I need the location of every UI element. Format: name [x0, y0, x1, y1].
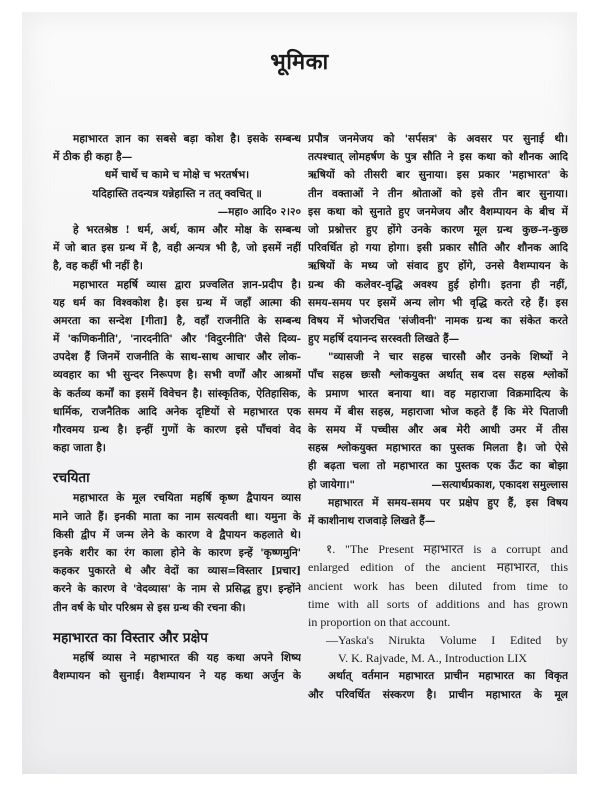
- english-quote-line: time with all sorts of additions and has grown: [308, 596, 568, 611]
- text-line: में 'कणिकनीति', 'नारदनीति' और 'विदुरनीति' जैसे दिव्य-: [53, 333, 301, 346]
- text-line: गौरवमय ग्रन्थ है। इन्हीं गुणों के कारण इसे पाँचवां वेद: [53, 424, 301, 436]
- text-line: है, वह कहीं भी नहीं है।: [53, 260, 143, 273]
- verse-citation: —महा० आदि० २।२०: [217, 205, 301, 218]
- section-heading-expansion: महाभारत का विस्तार और प्रक्षेप: [53, 629, 208, 646]
- right-column: [308, 130, 568, 704]
- text-line: अर्थात् वर्तमान महाभारत प्राचीन महाभारत का विकृत: [328, 670, 568, 683]
- text-line: माने जाते हैं। इनकी माता का नाम सत्यवती था। यमुना के: [53, 510, 301, 523]
- quote-line: के समय में पच्चीस और अब मेरी आधी उमर में तीस: [308, 424, 568, 436]
- quote-end: हो जायेगा।": [308, 478, 356, 491]
- text-line: तत्पश्चात् लोमहर्षण के पुत्र सौति ने इस कथा को शौनक आदि: [308, 151, 568, 164]
- quote-line: के प्रमाण भारत बनाया था। वह महाराजा विक्रमादित्य के: [308, 387, 568, 400]
- text-line: करने के कारण वे 'वेदव्यास' के नाम से प्रसिद्ध हुए। इन्होंने: [53, 583, 301, 596]
- quote-line: ही बढ़ता चला तो महाभारत का पुस्तक एक ऊँट का बोझा: [308, 460, 568, 473]
- english-citation: V. K. Rajvade, M. A., Introduction LIX: [338, 651, 528, 666]
- text-line: महाभारत ज्ञान का सबसे बड़ा कोश है। इसके सम्बन्ध: [73, 133, 301, 145]
- english-quote-line: ancient work has been diluted from time to: [308, 578, 568, 593]
- text-line: ऋषियों के मध्य जो संवाद हुए होंगे, उनसे वैशम्पायन के: [308, 260, 568, 273]
- text-line: उपदेश हैं जिनमें राजनीति के साथ-साथ आचार और लोक-: [53, 351, 301, 364]
- english-quote-line: enlarged edition of the ancient महाभारत, this: [308, 560, 568, 575]
- text-line: कहकर पुकारते थे और वेदों का व्यास=विस्तार [प्रचार]: [53, 565, 301, 578]
- text-line: तीन वक्ताओं ने तीन श्रोताओं को इसे तीन बार सुनाया।: [308, 187, 568, 200]
- text-line: हे भरतश्रेष्ठ ! धर्म, अर्थ, काम और मोक्ष के सम्बन्ध: [73, 223, 301, 236]
- text-line: अमरता का सन्देश [गीता] है, वहाँ राजनीति के सम्बन्ध: [53, 314, 301, 327]
- scanned-book-page: [22, 12, 577, 774]
- text-line: महाभारत में समय-समय पर प्रक्षेप हुए हैं, इस विषय: [328, 496, 568, 509]
- text-line: तीन वर्ष के घोर परिश्रम से इस ग्रन्थ की रचना की।: [53, 601, 246, 614]
- text-line: इनके शरीर का रंग काला होने के कारण इन्हें 'कृष्णमुनि': [53, 546, 301, 559]
- verse-line: धर्मे चार्थे च कामे च मोक्षे च भरतर्षभ।: [104, 169, 250, 182]
- left-column: [53, 130, 301, 685]
- english-citation: —Yaska's Nirukta Volume I Edited by: [326, 633, 568, 648]
- english-quote-line: in proportion on that account.: [308, 614, 451, 629]
- text-line: इस कथा को सुनाते हुए जनमेजय और वैशम्पायन के बीच में: [308, 205, 568, 218]
- quote-citation: —सत्यार्थप्रकाश, एकादश समुल्लास: [431, 478, 568, 491]
- text-line: में जो बात इस ग्रन्थ में है, वही अन्यत्र भी है, जो इसमें नहीं: [53, 242, 301, 255]
- text-line: विषय में भोजरचित 'संजीवनी' नामक ग्रन्थ का संकेत करते: [308, 314, 568, 327]
- english-quote-line: १. "The Present महाभारत is a corrupt and: [326, 542, 568, 557]
- quote-line: समय में बीस सहस्र, महाराजा भोज कहते हैं कि मेरे पिताजी: [308, 405, 568, 418]
- text-line: महर्षि व्यास ने महाभारत की यह कथा अपने शिष्य: [73, 651, 301, 664]
- text-line: व्यवहार का भी सुन्दर निरूपण है। सभी वर्णों और आश्रमों: [53, 369, 301, 382]
- text-line: जो प्रश्नोत्तर हुए होंगे उनके कारण मूल ग्रन्थ कुछ-न-कुछ: [308, 223, 568, 236]
- section-heading-author: रचयिता: [53, 470, 90, 487]
- text-line: में काशीनाथ राजवाड़े लिखते हैं—: [308, 514, 436, 527]
- text-line: वैशम्पायन को सुनाई। वैशम्पायन ने यह कथा अर्जुन के: [53, 669, 301, 682]
- text-line: समय-समय पर इसमें अन्य लोग भी वृद्धि करते रहे हैं। इस: [308, 296, 568, 309]
- quote-line: सहस्र श्लोकयुक्त महाभारत का पुस्तक मिलता है। जो ऐसे: [308, 442, 568, 455]
- page-title: भूमिका: [270, 49, 329, 75]
- text-line: महाभारत के मूल रचयिता महर्षि कृष्ण द्वैपायन व्यास: [73, 492, 301, 505]
- text-line: परिवर्धित हो गया होगा। इसी प्रकार सौति और शौनक आदि: [308, 242, 568, 255]
- text-line: और परिवर्धित संस्करण है। प्राचीन महाभारत के मूल: [308, 688, 568, 701]
- quote-line: [308, 476, 568, 494]
- text-line: में ठीक ही कहा है—: [53, 151, 133, 164]
- text-line: यह धर्म का विश्वकोश है। इस ग्रन्थ में जहाँ आत्मा की: [53, 296, 301, 309]
- text-line: किसी द्वीप में जन्म लेने के कारण वे द्वैपायन कहलाते थे।: [53, 528, 301, 541]
- text-line: महाभारत महर्षि व्यास द्वारा प्रज्वलित ज्ञान-प्रदीप है।: [73, 278, 301, 291]
- text-line: ऋषियों को तीसरी बार सुनाया। इस प्रकार 'महाभारत' के: [308, 169, 568, 182]
- verse-line: यदिहास्ति तदन्यत्र यन्नेहास्ति न तत् क्वचित् ॥: [92, 187, 262, 200]
- quote-line: पाँच सहस्र छःसौ श्लोकयुक्त अर्थात् सब दस सहस्र श्लोकों: [308, 369, 568, 382]
- text-line: कहा जाता है।: [53, 442, 106, 455]
- text-line: ग्रन्थ की कलेवर-वृद्धि अवश्य हुई होगी। इतना ही नहीं,: [308, 278, 568, 291]
- text-line: के कर्तव्य कर्मों का इसमें विवेचन है। सांस्कृतिक, ऐतिहासिक,: [53, 387, 301, 400]
- text-line: धार्मिक, राजनैतिक आदि अनेक दृष्टियों से महाभारत एक: [53, 405, 301, 418]
- quote-line: "व्यासजी ने चार सहस्र चारसौ और उनके शिष्यों ने: [328, 351, 568, 364]
- text-line: प्रपौत्र जनमेजय को 'सर्पसत्र' के अवसर पर सुनाई थी।: [308, 133, 568, 145]
- text-line: हुए महर्षि दयानन्द सरस्वती लिखते हैं—: [308, 333, 460, 346]
